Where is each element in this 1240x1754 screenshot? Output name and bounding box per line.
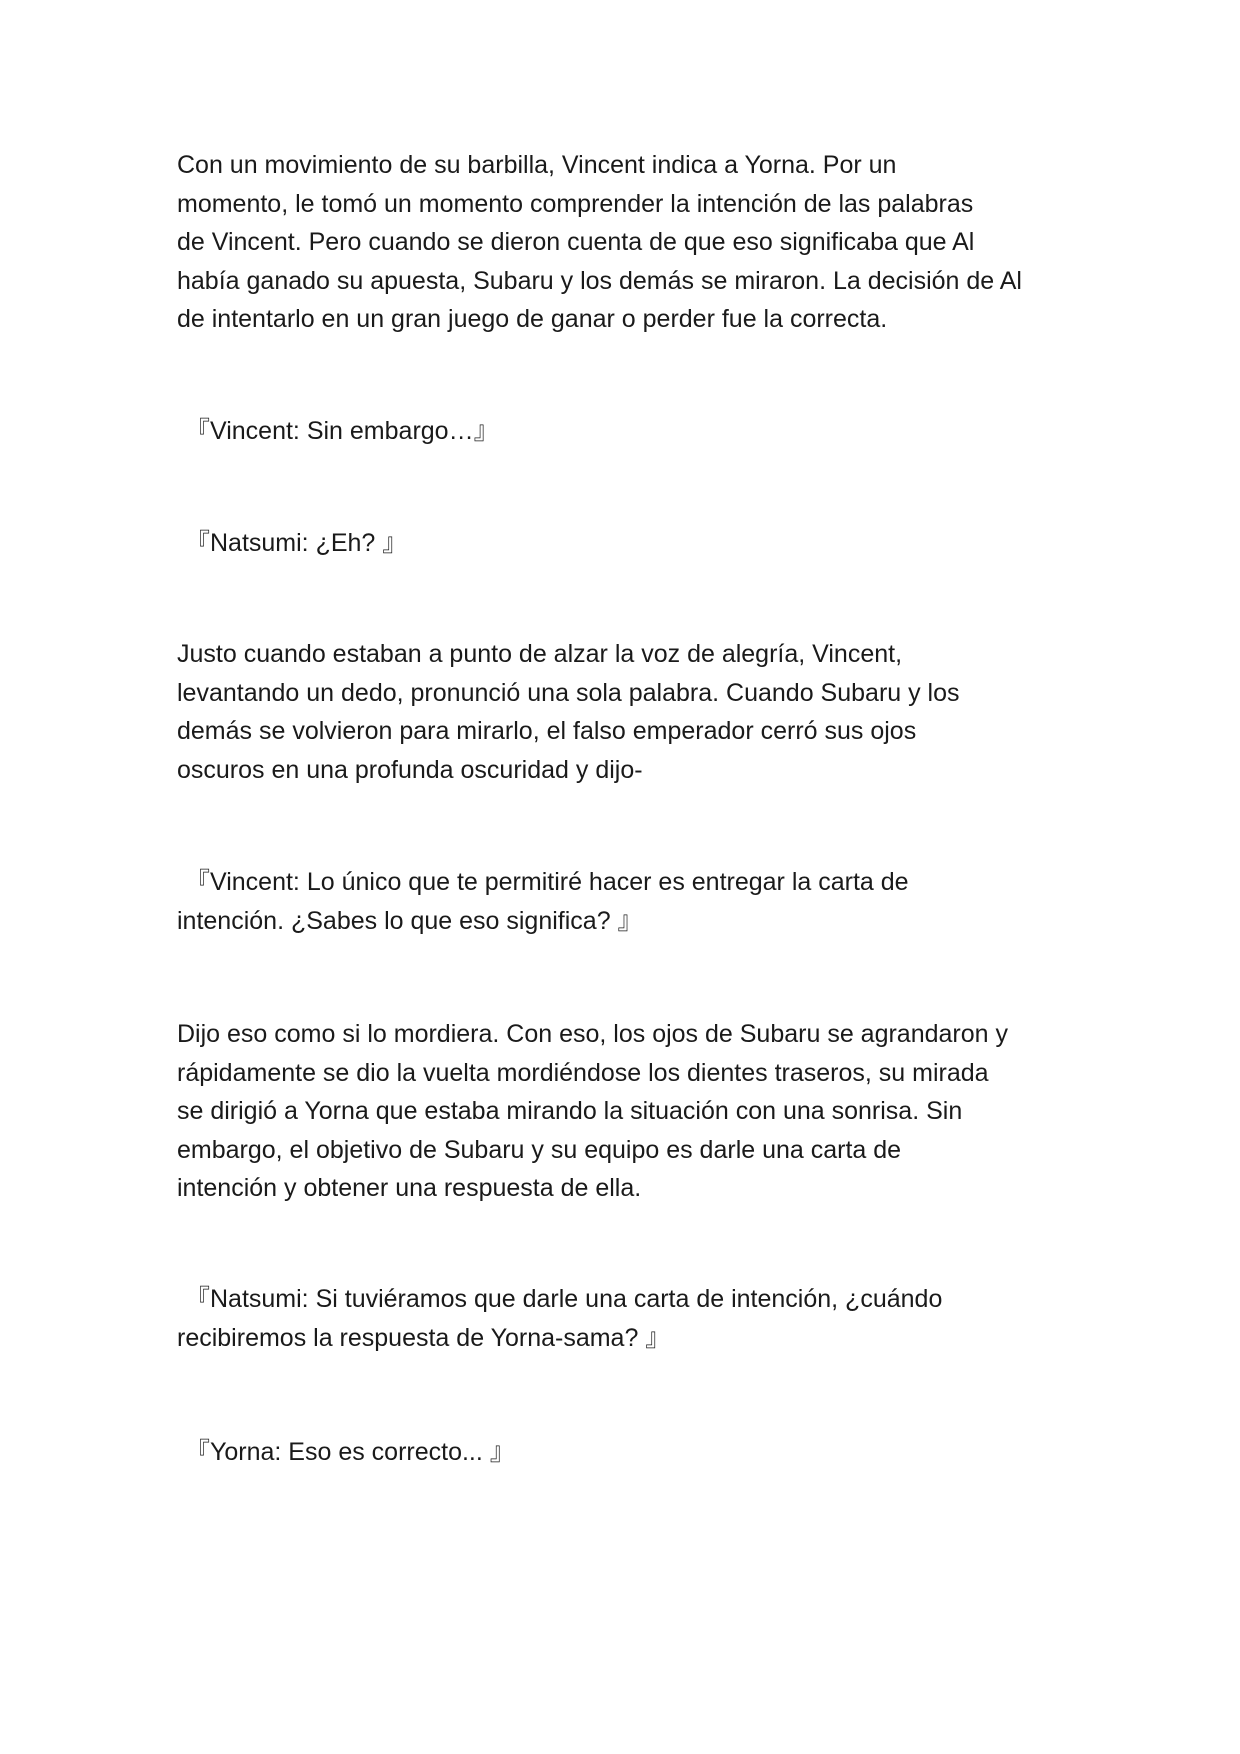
- narrative-paragraph: Dijo eso como si lo mordiera. Con eso, los ojos de Subaru se agrandaron y rápidamente se dio la vuelta mordiéndose los dientes traseros, su mirada se dirigió a Yorna que estaba mirando la situación con una sonrisa. Sin embargo, el objetivo de Subaru y su equipo es darle una carta de intención y obtener una respuesta de ella.: [177, 1020, 1008, 1202]
- narrative-paragraph: Con un movimiento de su barbilla, Vincent indica a Yorna. Por un momento, le tomó un momento comprender la intención de las palabras de Vincent. Pero cuando se dieron cuenta de que eso significaba que Al había ganado su apuesta, Subaru y los demás se miraron. La decisión de Al de intentarlo en un gran juego de ganar o perder fue la correcta.: [177, 151, 1022, 333]
- dialogue-line: 『Vincent: Lo único que te permitiré hacer es entregar la carta de intención. ¿Sabes lo que eso significa? 』: [177, 868, 909, 935]
- dialogue-line: 『Natsumi: Si tuviéramos que darle una carta de intención, ¿cuándo recibiremos la respuesta de Yorna-sama? 』: [177, 1285, 943, 1352]
- narrative-paragraph: Justo cuando estaban a punto de alzar la voz de alegría, Vincent, levantando un dedo, pronunció una sola palabra. Cuando Subaru y los demás se volvieron para mirarlo, el falso emperador cerró sus ojos oscuros en una profunda oscuridad y dijo-: [177, 640, 960, 784]
- dialogue-line: 『Natsumi: ¿Eh? 』: [185, 529, 408, 557]
- dialogue-line: 『Yorna: Eso es correcto... 』: [185, 1438, 515, 1466]
- dialogue-line: 『Vincent: Sin embargo…』: [185, 417, 499, 445]
